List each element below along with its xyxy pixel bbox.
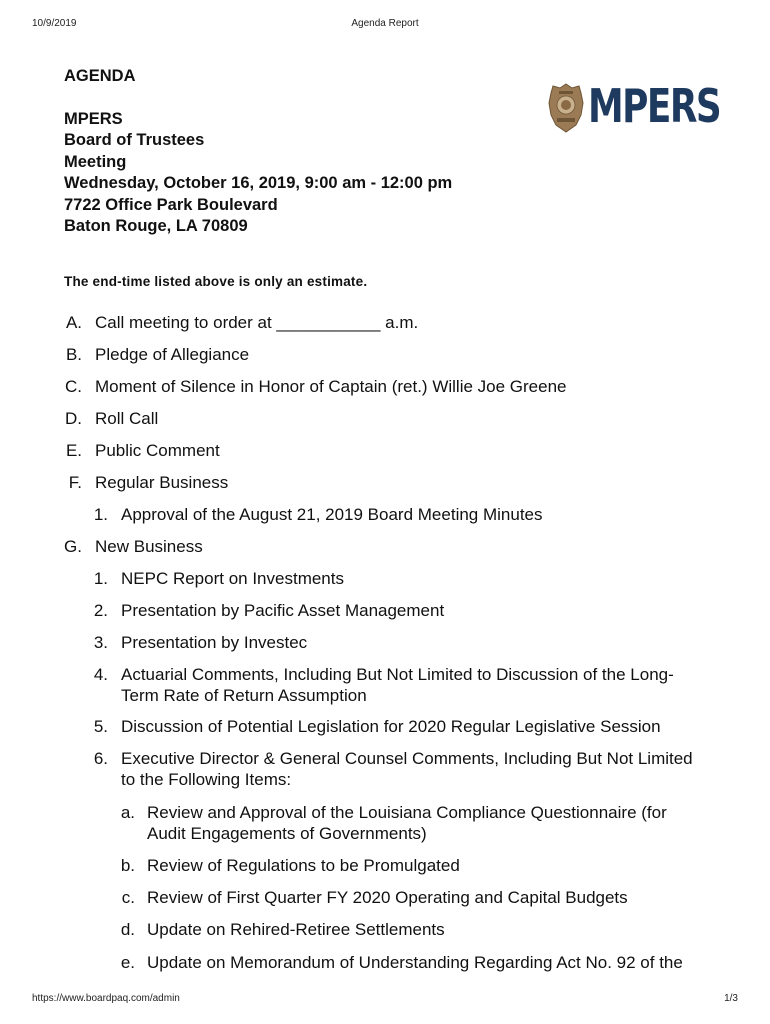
item-marker: 1.	[93, 505, 108, 524]
item-marker: 4.	[93, 665, 108, 684]
item-marker: 3.	[93, 633, 108, 652]
agenda-label: AGENDA	[64, 67, 136, 85]
address-line-1: 7722 Office Park Boulevard	[64, 195, 278, 214]
logo-wordmark: MPERS	[588, 79, 721, 133]
item-marker: b.	[120, 856, 135, 875]
item-marker: 5.	[93, 717, 108, 736]
item-marker: E.	[65, 441, 82, 460]
page-number: 1/3	[724, 993, 738, 1004]
item-text: Moment of Silence in Honor of Captain (ret.) Willie Joe Greene	[95, 377, 567, 396]
item-text-continued: Audit Engagements of Governments)	[147, 824, 427, 843]
item-text: Update on Memorandum of Understanding Regarding Act No. 92 of the	[147, 953, 683, 972]
item-text: Pledge of Allegiance	[95, 345, 250, 364]
estimate-disclaimer: The end-time listed above is only an estimate.	[64, 274, 368, 289]
item-text: Public Comment	[95, 441, 220, 460]
item-marker: 2.	[93, 601, 108, 620]
item-marker: D.	[65, 409, 82, 428]
item-marker: e.	[120, 953, 135, 972]
item-marker: B.	[65, 345, 82, 364]
item-marker: F.	[68, 473, 82, 492]
item-marker: c.	[121, 888, 135, 907]
item-marker: d.	[120, 920, 135, 939]
item-marker: 6.	[93, 749, 108, 768]
item-text: Update on Rehired-Retiree Settlements	[147, 920, 445, 939]
item-text: Regular Business	[95, 473, 229, 492]
print-date: 10/9/2019	[32, 18, 77, 29]
item-marker: G.	[64, 537, 82, 556]
item-text: Review of First Quarter FY 2020 Operating and Capital Budgets	[147, 888, 628, 907]
item-marker: 1.	[93, 569, 108, 588]
print-footer	[32, 993, 738, 1007]
item-text: Roll Call	[95, 409, 159, 428]
police-badge-icon	[548, 83, 584, 133]
item-text: Presentation by Investec	[121, 633, 308, 652]
item-text: Approval of the August 21, 2019 Board Meeting Minutes	[121, 505, 543, 524]
print-header	[32, 18, 738, 32]
meeting-datetime: Wednesday, October 16, 2019, 9:00 am - 12:00 pm	[64, 174, 453, 192]
item-marker: a.	[120, 803, 135, 822]
item-text: Executive Director & General Counsel Comments, Including But Not Limited	[121, 749, 693, 768]
item-text: NEPC Report on Investments	[121, 569, 344, 588]
print-url: https://www.boardpaq.com/admin	[32, 993, 180, 1004]
mpers-logo	[548, 79, 721, 134]
org-name: MPERS	[64, 109, 123, 128]
item-text: Actuarial Comments, Including But Not Limited to Discussion of the Long-	[121, 665, 674, 684]
meeting-label: Meeting	[64, 152, 127, 171]
agenda-heading	[64, 66, 534, 238]
item-text: Review of Regulations to be Promulgated	[147, 856, 460, 875]
item-marker: A.	[65, 313, 82, 332]
item-text-continued: Term Rate of Return Assumption	[121, 686, 367, 705]
print-title: Agenda Report	[351, 18, 419, 29]
address-line-2: Baton Rouge, LA 70809	[64, 217, 248, 235]
board-name: Board of Trustees	[64, 131, 205, 149]
item-text-continued: to the Following Items:	[121, 770, 292, 789]
item-marker: C.	[65, 377, 82, 396]
item-text: New Business	[95, 537, 203, 556]
item-text: Discussion of Potential Legislation for 2020 Regular Legislative Session	[121, 717, 661, 736]
item-text: Review and Approval of the Louisiana Compliance Questionnaire (for	[147, 803, 667, 822]
item-text: Call meeting to order at ___________ a.m.	[95, 313, 419, 332]
item-text: Presentation by Pacific Asset Management	[121, 601, 445, 620]
